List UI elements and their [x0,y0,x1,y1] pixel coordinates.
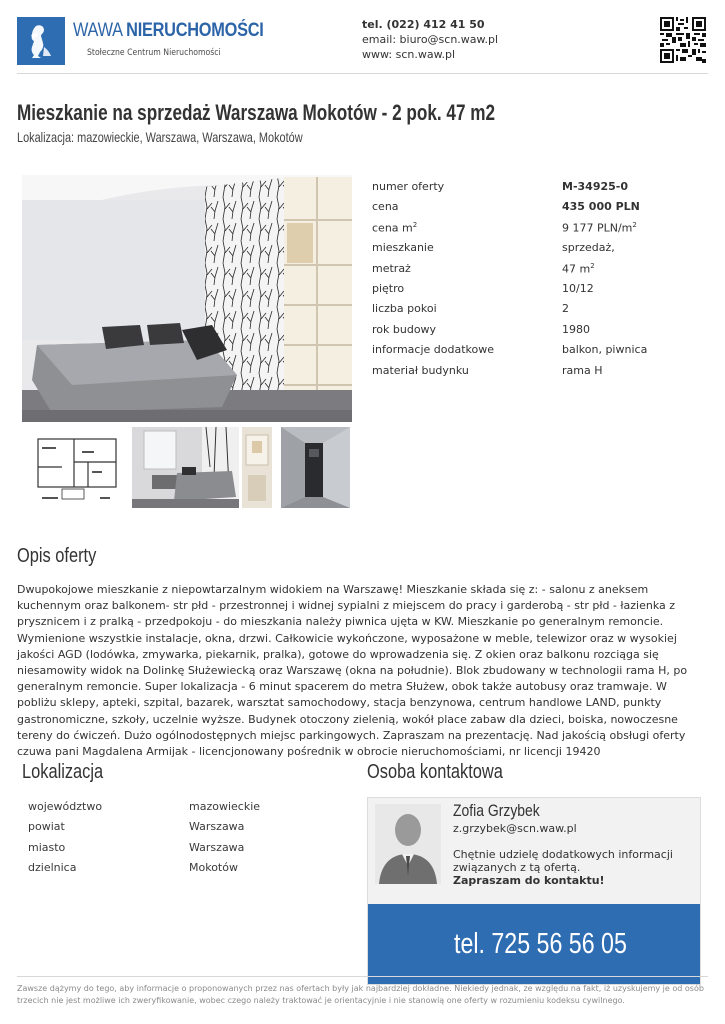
param-value: 10/12 [562,281,594,295]
param-label: piętro [372,281,405,295]
location-heading: Lokalizacja [22,761,104,783]
thumbnail-hallway[interactable] [281,427,350,508]
param-value: 1980 [562,322,590,336]
param-row [372,178,708,198]
param-value: balkon, piwnica [562,343,648,357]
param-label: rok budowy [372,322,437,336]
param-row [372,321,708,341]
agent-card [367,797,701,985]
agent-phone-box[interactable] [368,904,700,984]
logo-icon[interactable] [17,17,65,65]
agent-phone[interactable]: tel. 725 56 56 05 [454,928,627,960]
header-contact [362,17,498,62]
param-label: cena [372,200,399,214]
location-value: mazowieckie [189,800,261,813]
location-row [28,800,328,820]
location-row [28,820,328,840]
location-label: powiat [28,820,65,834]
location-value: Mokotów [189,861,238,875]
param-value: M-34925-0 [562,180,628,193]
header-email[interactable]: email: biuro@scn.waw.pl [362,33,499,46]
param-row [372,219,708,239]
agent-avatar-icon [375,804,441,884]
location-row [28,861,328,881]
description-text: Dwupokojowe mieszkanie z niepowtarzalnym widokiem na Warszawę! Mieszkanie składa się z: - salonu z aneksem kuchennym oraz balkonem- str płd - przestronnej i widnej sypialni z miejscem do pracy i garderobą - str płd - łazienka z prysznicem i z pralką - przedpokoju - do mieszkania należy piwnica ujęta w KW. Mieszkanie po generalnym remoncie. Wymienione wszystkie instalacje, okna, drzwi. Całkowicie wykończone, wyposażone w meble, telewizor oraz w wysokiej jakości AGD (lodówka, zmywarka, piekarnik, pralka), gotowe do wprowadzenia się. Z okien oraz balkonu rozciąga się niesamowity widok na Dolinkę Służewiecką oraz Warszawę (okna na południe). Blok zbudowany w technologii rama H, po generalnym remoncie. Super lokalizacja - 6 minut spacerem do metra Służew, obok także autobusy oraz tramwaje. W pobliżu sklepy, apteki, szpital, bazarek, warsztat samochodowy, stacja benzynowa, centrum handlowe LAND, punkty gastronomiczne, szkoły, uczelnie wyższe. Budynek otoczony zielenią, wokół place zabaw dla dzieci, boiska, nowoczesne tereny do ćwiczeń. Dużo ogólnodostępnych miejsc parkingowych. Zapraszam na prezentację. Nad jakością obsługi oferty czuwa pani Magdalena Armijak - licencjonowany pośrednik w obrocie nieruchomościami, nr licencji 19420 [17,583,688,759]
location-table [28,800,328,882]
header-phone[interactable]: tel. (022) 412 41 50 [362,18,485,31]
param-value: 2 [562,302,569,316]
agent-name: Zofia Grzybek [453,801,540,820]
param-row [372,300,708,320]
page-title: Mieszkanie na sprzedaż Warszawa Mokotów - 2 pok. 47 m2 [17,100,496,125]
header-www[interactable]: www: scn.waw.pl [362,48,456,61]
param-label: metraż [372,261,411,275]
param-row [372,341,708,361]
thumbnail-bathroom[interactable] [242,427,272,508]
main-photo[interactable] [22,175,352,422]
thumbnail-bedroom[interactable] [132,427,239,508]
contact-heading: Osoba kontaktowa [367,761,503,783]
header-divider [17,73,708,74]
footer-divider [17,976,708,977]
location-value: Warszawa [189,820,245,834]
agent-message: Chętnie udzielę dodatkowych informacji związanych z tą ofertą. Zapraszam do kontaktu! [453,848,673,887]
location-value: Warszawa [189,840,245,854]
param-value: 9 177 PLN/$m^2$ [562,220,637,235]
parameters-table [372,178,708,382]
logo-title: WAWA NIERUCHOMOŚCI [73,20,264,41]
param-row [372,280,708,300]
logo-tagline: Stołeczne Centrum Nieruchomości [87,48,221,58]
param-value: 47 $m^2$ [562,261,595,276]
location-row [28,841,328,861]
agent-email[interactable]: z.grzybek@scn.waw.pl [453,822,577,835]
location-line: Lokalizacja: mazowieckie, Warszawa, Warszawa, Mokotów [17,129,303,145]
param-label: numer oferty [372,180,445,193]
param-label: mieszkanie [372,241,434,255]
param-row [372,198,708,218]
location-label: dzielnica [28,861,77,875]
param-label: liczba pokoi [372,302,437,316]
param-value: rama H [562,363,603,377]
location-label: województwo [28,800,103,813]
param-row [372,362,708,382]
page-header [0,0,725,74]
description-heading: Opis oferty [17,545,97,567]
param-label: materiał budynku [372,363,469,377]
param-value: 435 000 PLN [562,200,640,214]
footer-disclaimer: Zawsze dążymy do tego, aby informacje o proponowanych przez nas ofertach były jak najbardziej dokładne. Niekiedy jednak, ze względu na fakt, iż uzyskujemy je od osób trzecich nie jest możliwe ich zweryfikowanie, wobec czego należy traktować je orientacyjnie i nie stanowią one oferty w rozumieniu kodeksu cywilnego. [17,984,704,1005]
param-value: sprzedaż, [562,241,615,255]
param-label: informacje dodatkowe [372,343,495,357]
param-row [372,260,708,280]
param-label: cena $m^2$ [372,220,418,235]
param-row [372,239,708,259]
location-label: miasto [28,840,66,854]
qr-code-icon [660,17,706,63]
thumbnail-floorplan[interactable] [22,427,126,508]
